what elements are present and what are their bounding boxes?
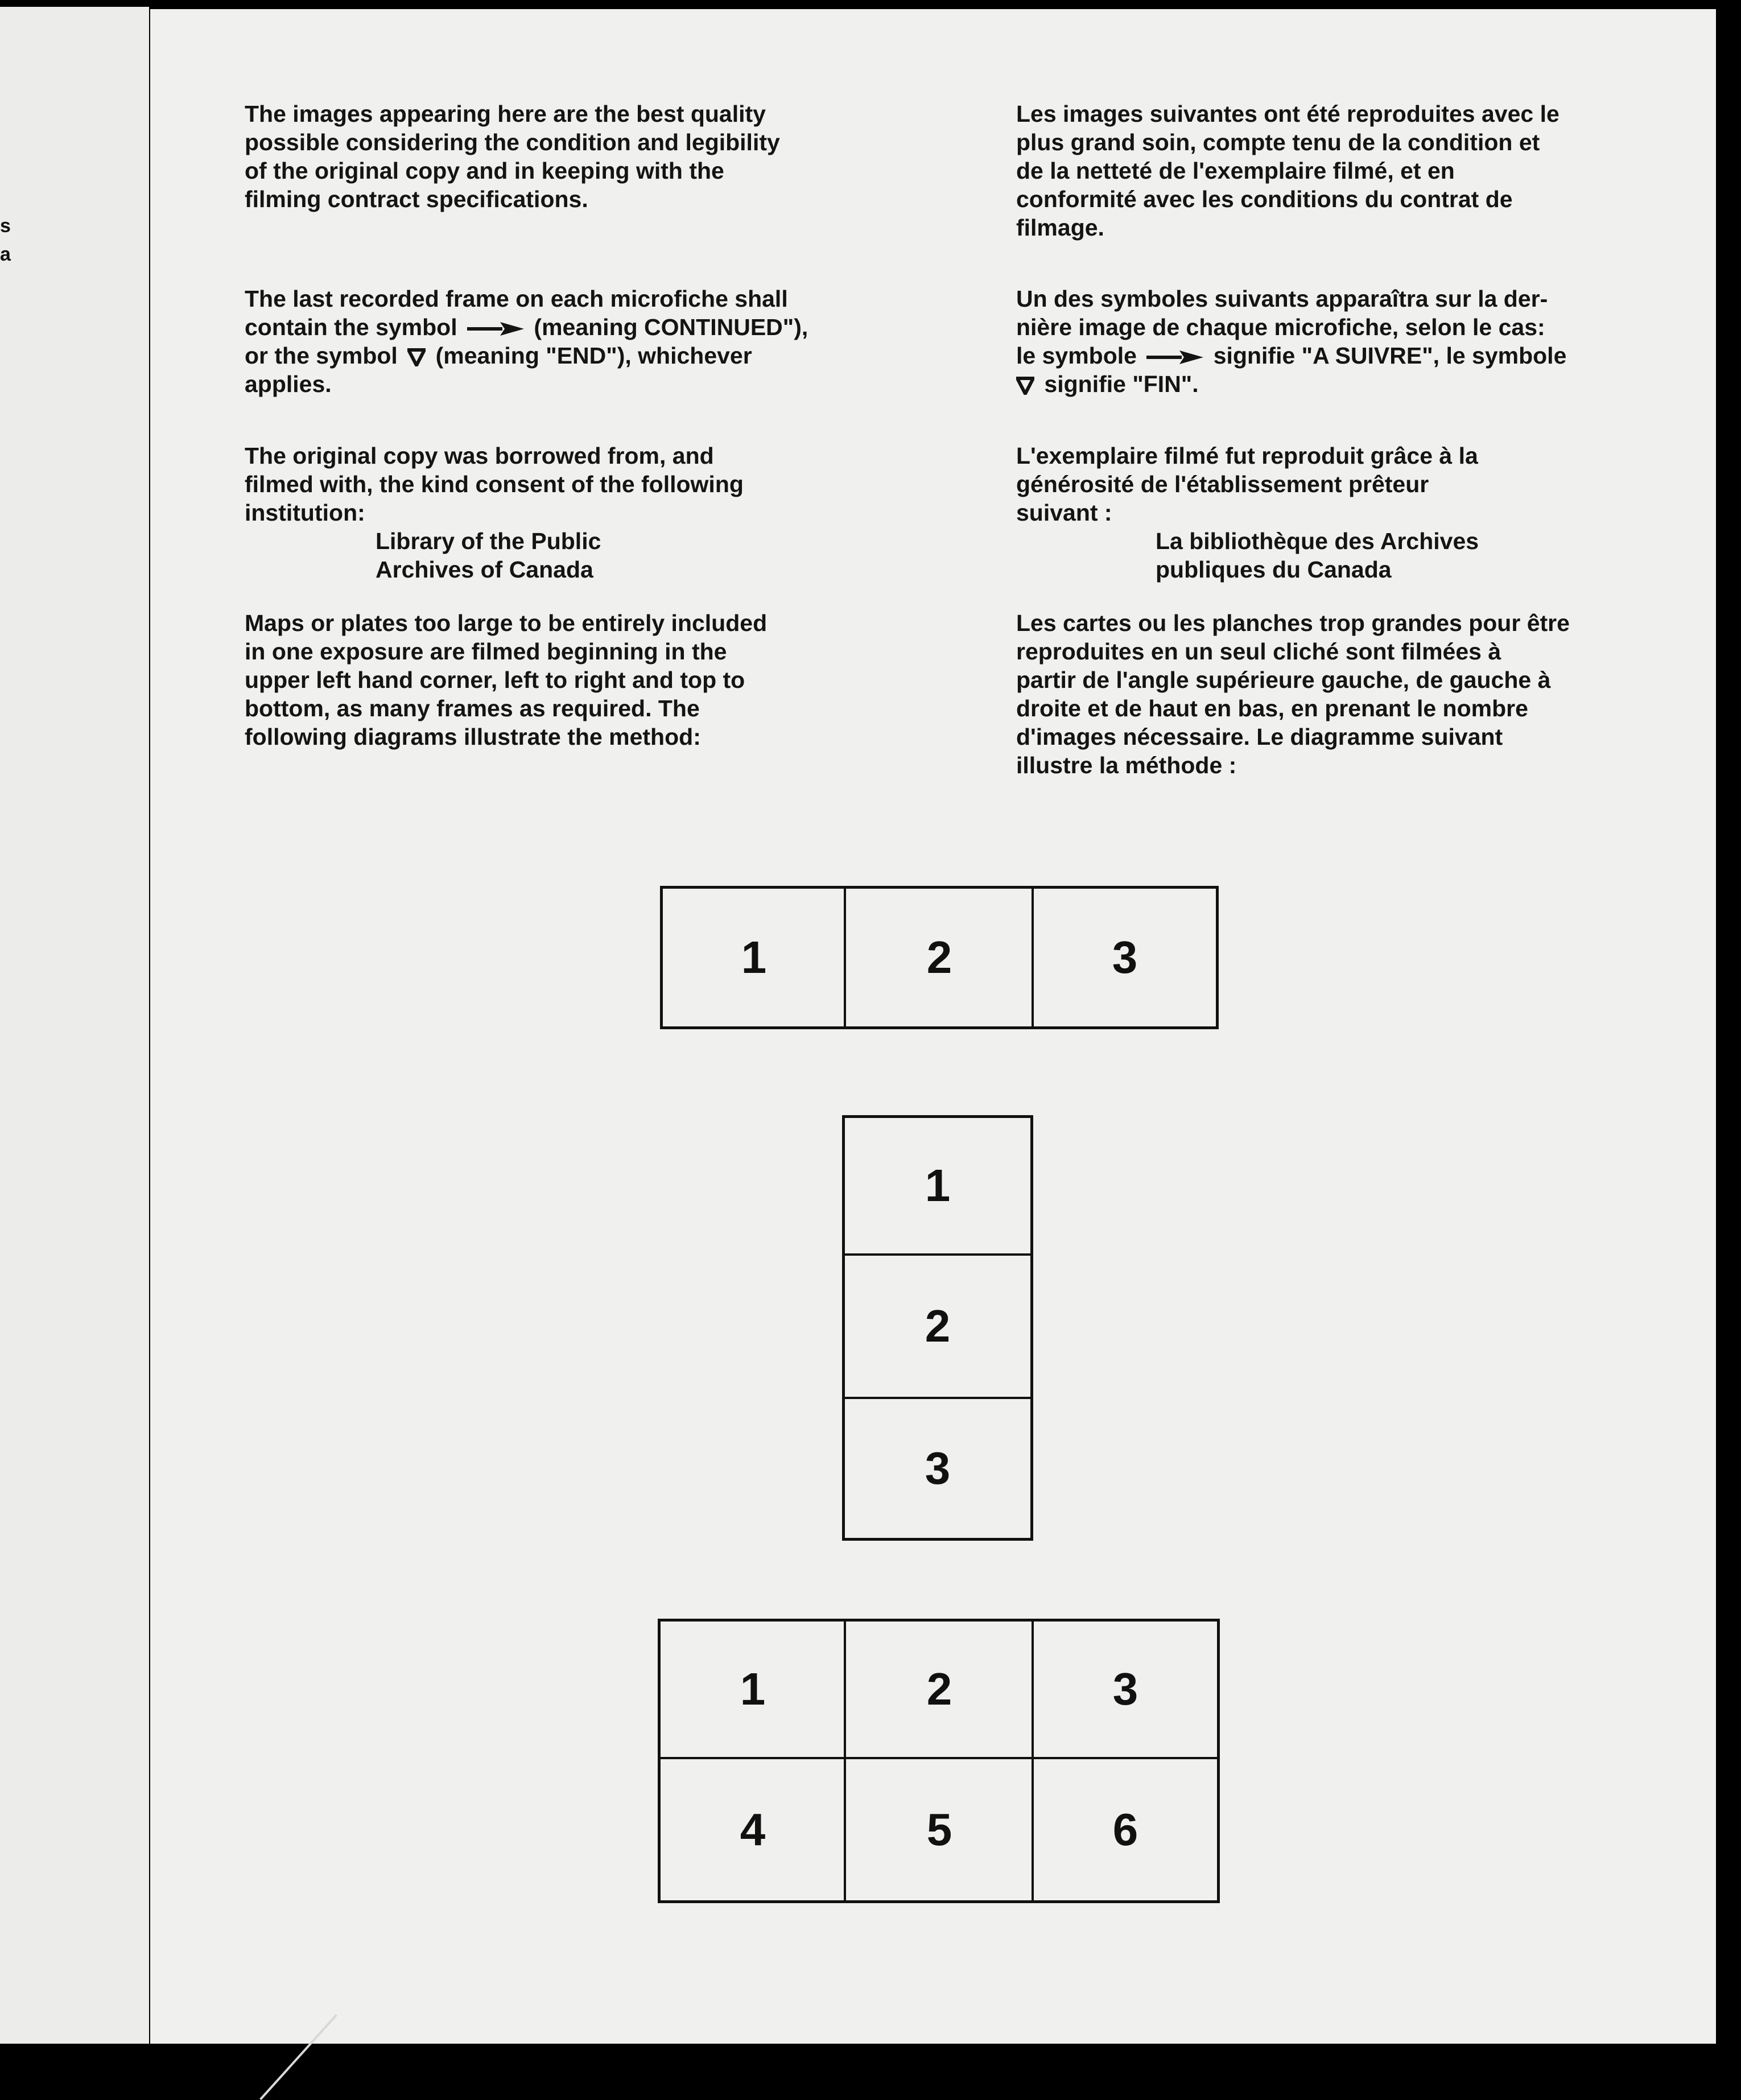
text-line-with-symbol xyxy=(245,341,808,370)
text-fragment: (meaning "END"), whichever xyxy=(435,343,752,369)
french-maps-paragraph xyxy=(1016,609,1570,779)
institution-name: La bibliothèque des Archives xyxy=(1156,528,1479,554)
frame-cell: 2 xyxy=(926,1664,952,1714)
english-symbols-paragraph xyxy=(245,284,808,398)
text-line: institution: xyxy=(245,500,365,526)
text-line: Les cartes ou les planches trop grandes pour être xyxy=(1016,610,1570,636)
text-line-with-symbol xyxy=(1016,341,1566,370)
institution-name: Library of the Public xyxy=(376,528,601,554)
frame-cell: 4 xyxy=(740,1804,766,1855)
text-line: suivant : xyxy=(1016,500,1112,526)
french-symbols-paragraph xyxy=(1016,284,1566,398)
frame-cell: 3 xyxy=(1112,932,1138,983)
frame-cell: 3 xyxy=(1112,1664,1138,1714)
text-line: d'images nécessaire. Le diagramme suivant xyxy=(1016,724,1503,750)
text-line: The original copy was borrowed from, and xyxy=(245,443,714,469)
text-fragment: (meaning CONTINUED"), xyxy=(534,314,808,340)
frame-cell: 3 xyxy=(925,1443,951,1493)
left-page-edge xyxy=(0,7,149,2044)
text-line: plus grand soin, compte tenu de la condition et xyxy=(1016,129,1540,155)
margin-text-fragment xyxy=(0,212,17,269)
institution-name: Archives of Canada xyxy=(376,556,593,583)
french-institution-paragraph xyxy=(1016,442,1479,584)
text-line: filmed with, the kind consent of the following xyxy=(245,471,744,497)
text-line: Maps or plates too large to be entirely included xyxy=(245,610,768,636)
text-line: The last recorded frame on each microfiche shall xyxy=(245,286,788,312)
frame-cell: 2 xyxy=(926,932,952,983)
frame-cell: 1 xyxy=(925,1160,951,1211)
down-triangle-icon xyxy=(1016,377,1034,395)
text-line: L'exemplaire filmé fut reproduit grâce à la xyxy=(1016,443,1478,469)
text-line: applies. xyxy=(245,371,332,397)
down-triangle-icon xyxy=(407,348,426,366)
text-fragment: contain the symbol xyxy=(245,314,457,340)
text-line: partir de l'angle supérieure gauche, de gauche à xyxy=(1016,667,1551,693)
diagram-grid-of-six xyxy=(658,1619,1220,1903)
arrow-right-icon xyxy=(1146,350,1203,364)
french-quality-paragraph xyxy=(1016,100,1560,242)
text-line-with-symbol xyxy=(1016,370,1566,398)
text-line: Un des symboles suivants apparaîtra sur la der- xyxy=(1016,286,1548,312)
text-line: upper left hand corner, left to right and top to xyxy=(245,667,745,693)
text-line: reproduites en un seul cliché sont filmées à xyxy=(1016,638,1501,665)
frame-cell: 6 xyxy=(1112,1804,1138,1855)
margin-letter: s xyxy=(0,215,11,237)
text-fragment: le symbole xyxy=(1016,343,1137,369)
text-line: conformité avec les conditions du contrat de xyxy=(1016,186,1513,212)
text-line: générosité de l'établissement prêteur xyxy=(1016,471,1429,497)
text-line: filming contract specifications. xyxy=(245,186,588,212)
text-line: of the original copy and in keeping with the xyxy=(245,158,724,184)
diagram-row-of-three xyxy=(660,886,1219,1029)
text-fragment: signifie "FIN". xyxy=(1044,371,1199,397)
text-line: possible considering the condition and legibility xyxy=(245,129,780,155)
text-line: filmage. xyxy=(1016,214,1104,241)
frame-cell: 1 xyxy=(740,1664,766,1714)
text-fragment: signifie "A SUIVRE", le symbole xyxy=(1213,343,1567,369)
text-line: nière image de chaque microfiche, selon le cas: xyxy=(1016,314,1545,340)
text-line: The images appearing here are the best quality xyxy=(245,101,766,127)
margin-letter: a xyxy=(0,244,11,265)
frame-cell: 2 xyxy=(925,1301,951,1351)
frame-cell: 5 xyxy=(926,1804,952,1855)
text-line: in one exposure are filmed beginning in the xyxy=(245,638,727,665)
text-fragment: or the symbol xyxy=(245,343,398,369)
text-line: de la netteté de l'exemplaire filmé, et en xyxy=(1016,158,1455,184)
institution-name: publiques du Canada xyxy=(1156,556,1392,583)
text-line: bottom, as many frames as required. The xyxy=(245,695,700,721)
english-quality-paragraph xyxy=(245,100,780,213)
diagram-column-of-three xyxy=(842,1115,1033,1541)
text-line: illustre la méthode : xyxy=(1016,752,1237,778)
text-line: Les images suivantes ont été reproduites avec le xyxy=(1016,101,1560,127)
frame-cell: 1 xyxy=(741,932,767,983)
english-institution-paragraph xyxy=(245,442,744,584)
text-line-with-symbol xyxy=(245,313,808,341)
text-line: following diagrams illustrate the method: xyxy=(245,724,701,750)
text-line: droite et de haut en bas, en prenant le nombre xyxy=(1016,695,1528,721)
english-maps-paragraph xyxy=(245,609,767,751)
arrow-right-icon xyxy=(467,322,524,336)
